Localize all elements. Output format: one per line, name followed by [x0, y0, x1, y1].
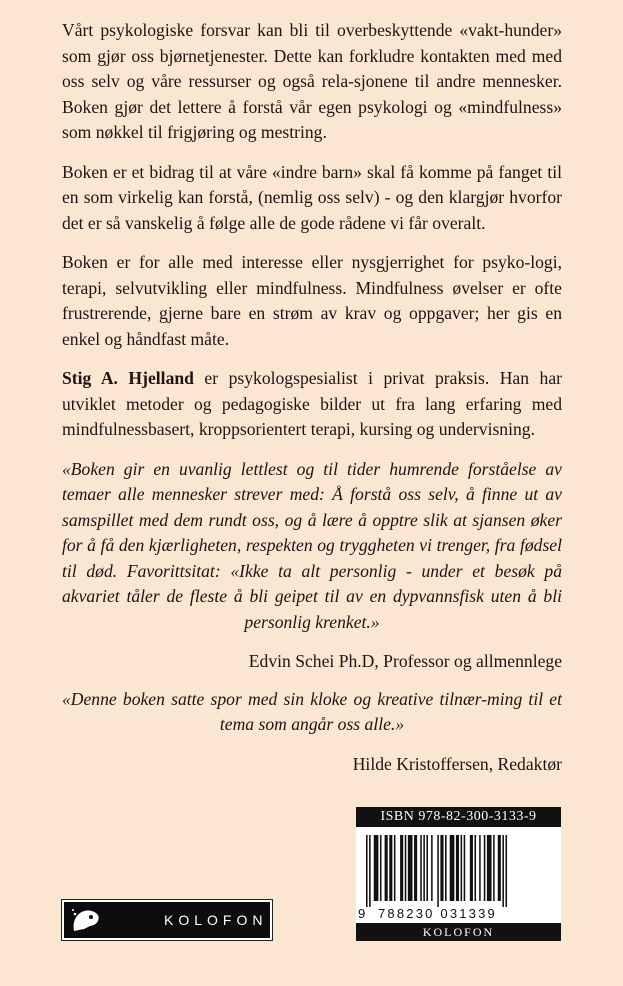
barcode-bar [461, 835, 463, 901]
barcode-digits [356, 906, 561, 922]
barcode-bar [450, 835, 455, 901]
barcode-bar [408, 835, 413, 901]
paragraph-audience: Boken er for alle med interesse eller nysgjerrighet for psyko-logi, terapi, selvutvikling eller mindfulness. Mindfulness øvelser er ofte frustrerende, gjerne bare en strøm av krav og oppgaver; her gis en enkel og håndfast måte. [62, 252, 562, 349]
review-attribution-2: Hilde Kristoffersen, Redaktør [352, 753, 562, 774]
barcode-bar [389, 835, 392, 901]
barcode-bar [456, 835, 459, 901]
paragraph-author-bio [62, 366, 562, 443]
review-quote-2: «Denne boken satte spor med sin kloke og kreative tilnær-ming til et tema som angår oss alle.» [62, 688, 562, 734]
review-attribution-1: Edvin Schei Ph.D, Professor og allmennlege [248, 651, 562, 671]
barcode-bar [394, 835, 396, 901]
isbn-barcode [356, 807, 561, 941]
barcode-bar [502, 835, 504, 907]
barcode-bar [420, 835, 422, 901]
isbn-label: ISBN 978-82-300-3133-9 [356, 807, 561, 827]
barcode-bar [440, 835, 443, 901]
barcode-bar [405, 835, 407, 901]
barcode-bars [366, 835, 551, 907]
barcode-bar [506, 835, 508, 907]
barcode-digit-first: 9 [358, 906, 368, 921]
barcode-bar [445, 835, 447, 901]
barcode-bar [385, 835, 388, 901]
barcode-bar [369, 835, 371, 907]
barcode-bar [493, 835, 495, 901]
logo-text: KOLOFON [164, 912, 268, 928]
author-name: Stig A. Hjelland [62, 368, 194, 388]
paragraph-inner-child: Boken er et bidrag til at våre «indre barn» skal få komme på fanget til en som virkelig kan forstå, (nemlig oss selv) - og den klargjør hvorfor det er så vanskelig å følge alle de gode rådene vi får overalt. [62, 161, 562, 233]
barcode-bar [437, 835, 439, 907]
barcode-bar [374, 835, 379, 901]
barcode-bar [498, 835, 501, 901]
barcode-bar [400, 835, 403, 901]
review-quote-1: «Boken gir en uvanlig lettlest og til tider humrende forståelse av temaer alle mennesker strever med: Å forstå oss selv, å finne ut av samspillet med dem rundt oss, og å lære å opptre slik at sjansen øker for å få den kjærligheten, respekten og tryggheten vi trenger, fra fødsel til død. Favorittsitat: «Ikke ta alt personlig - under et besøk på akvariet tåler de fleste å bli geipet til av en dypvannsfisk uten å bli personlig krenket.» [62, 458, 562, 632]
barcode-bar [475, 835, 477, 901]
barcode-bar [484, 835, 486, 901]
barcode-bar [414, 835, 417, 901]
barcode-bar [380, 835, 382, 901]
kolofon-logo [62, 900, 272, 940]
barcode-bar [470, 835, 473, 901]
barcode-bar [487, 835, 492, 901]
paragraph-intro: Vårt psykologiske forsvar kan bli til overbeskyttende «vakt-hunder» som gjør oss bjørnetjenester. Dette kan forkludre kontakten med med oss selv og våre ressurser og også rela-sjonene til andre mennesker. Boken gjør det lettere å forstå vår egen psykologi og «mindfulness» som nøkkel til frigjøring og mestring. [62, 20, 562, 142]
barcode-bar [423, 835, 425, 901]
back-cover-text [62, 18, 562, 789]
author-bio-text: er psykologspesialist i privat praksis. Han har utviklet metoder og pedagogiske bilder ut fra lang erfaring med mindfulnessbasert, kroppsorientert terapi, kursing og undervisning. [62, 368, 562, 439]
barcode-bar [479, 835, 481, 901]
barcode-bar [366, 835, 368, 907]
barcode-bar [464, 835, 466, 901]
fish-icon [70, 905, 104, 935]
barcode-bar [426, 835, 428, 901]
barcode-digits-rest: 788230 031339 [378, 906, 497, 921]
barcode-bar [431, 835, 433, 901]
barcode-publisher: KOLOFON [356, 923, 561, 941]
